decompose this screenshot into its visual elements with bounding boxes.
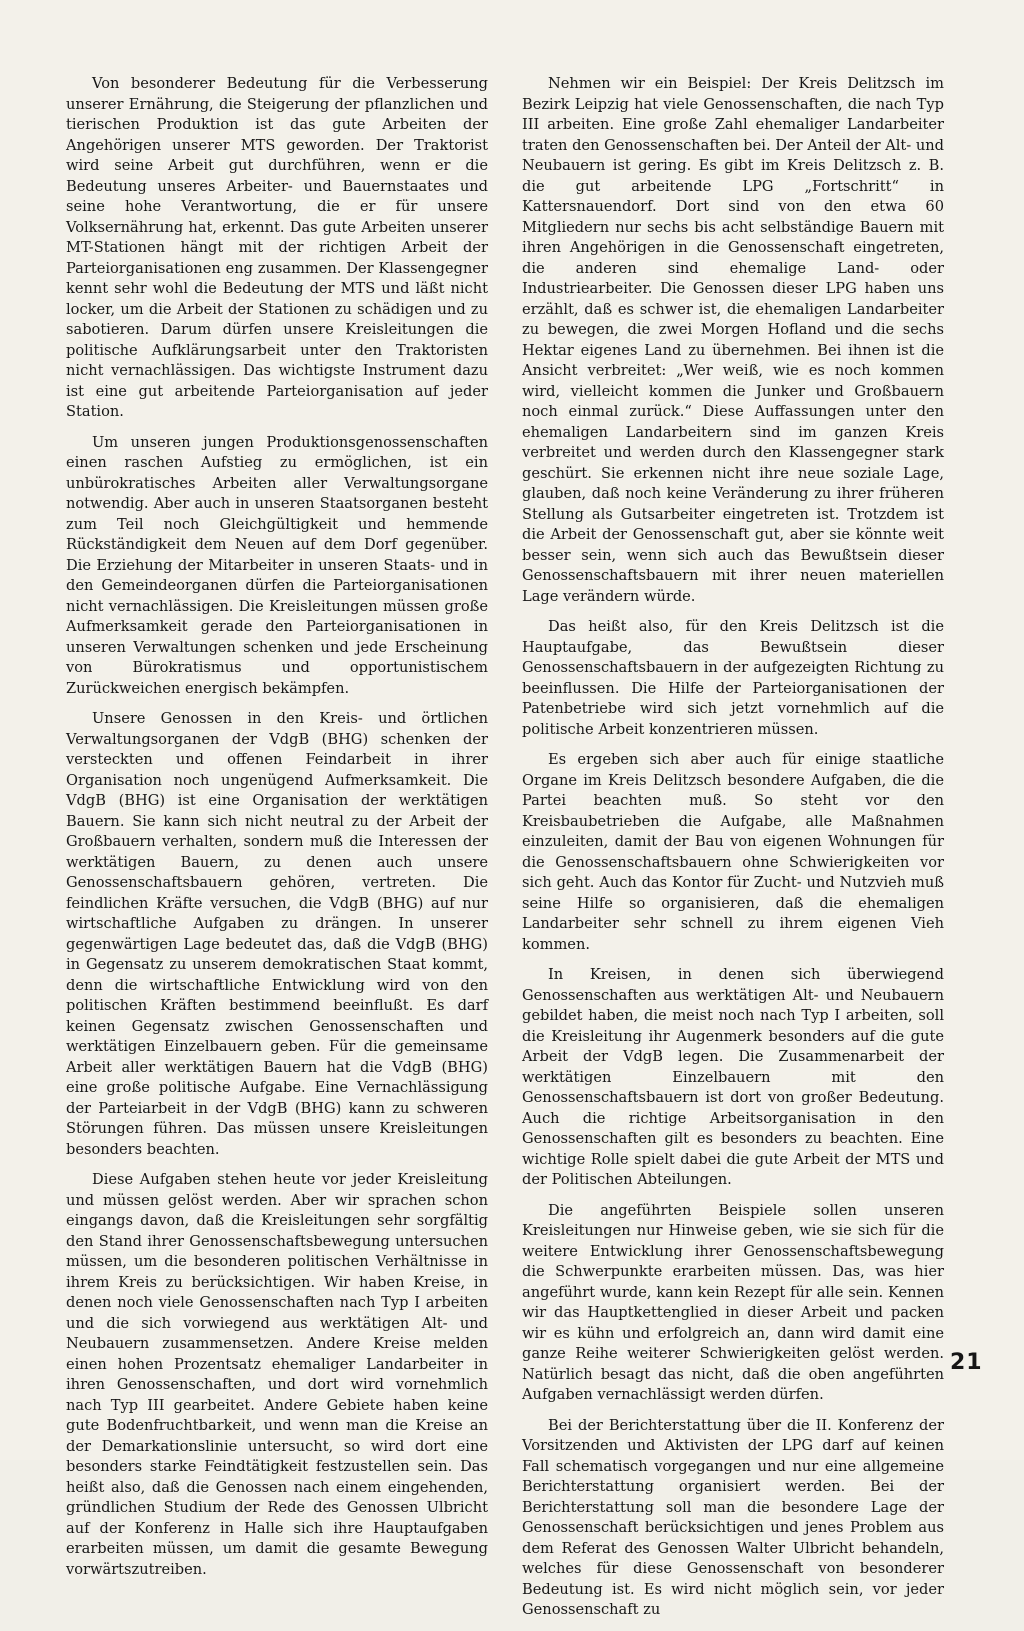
paragraph: Nehmen wir ein Beispiel: Der Kreis Delitzsch im Bezirk Leipzig hat viele Genossenschaften, die nach Typ III arbeiten. Eine große Zahl ehemaliger Landarbeiter traten den Genossenschaften bei. Der Anteil der Alt- und Neubauern ist gering. Es gibt im Kreis Delitzsch z. B. die gut arbeitende LPG „Fortschritt“ in Kattersnauendorf. Dort sind von den etwa 60 Mitgliedern nur sechs bis acht selbständige Bauern mit ihren Angehörigen in die Genossenschaft eingetreten, die anderen sind ehemalige Land- oder Industriearbeiter. Die Genossen dieser LPG haben uns erzählt, daß es schwer ist, die ehemaligen Landarbeiter zu bewegen, die zwei Morgen Hofland und die sechs Hektar eigenes Land zu übernehmen. Bei ihnen ist die Ansicht verbreitet: „Wer weiß, wie es noch kommen wird, vielleicht kommen die Junker und Großbauern noch einmal zurück.“ Diese Auffassungen unter den ehemaligen Landarbeitern sind im ganzen Kreis verbreitet und werden durch den Klassengegner stark geschürt. Sie erkennen nicht ihre neue soziale Lage, glauben, daß noch keine Veränderung zu ihrer früheren Stellung als Gutsarbeiter eingetreten ist. Trotzdem ist die Arbeit der Genossenschaft gut, aber sie könnte weit besser sein, wenn sich auch das Bewußtsein dieser Genossenschaftsbauern mit ihrer neuen materiellen Lage verändern würde. <box>522 75 944 605</box>
paragraph: Das heißt also, für den Kreis Delitzsch ist die Hauptaufgabe, das Bewußtsein dieser Genossenschaftsbauern in der aufgezeigten Richtung zu beeinflussen. Die Hilfe der Parteiorganisationen der Patenbetriebe wird sich jetzt vornehmlich auf die politische Arbeit konzentrieren müssen. <box>522 618 944 738</box>
left-column <box>66 74 488 1590</box>
paragraph: Bei der Berichterstattung über die II. Konferenz der Vorsitzenden und Aktivisten der LPG darf auf keinen Fall schematisch vorgegangen und nur eine allgemeine Berichterstattung organisiert werden. Bei der Berichterstattung soll man die besondere Lage der Genossenschaft berücksichtigen und jenes Problem aus dem Referat des Genossen Walter Ulbricht behandeln, welches für diese Genossenschaft von besonderer Bedeutung ist. Es wird nicht möglich sein, vor jeder Genossenschaft zu <box>522 1416 944 1618</box>
paragraph: Die angeführten Beispiele sollen unseren Kreisleitungen nur Hinweise geben, wie sie sich für die weitere Entwicklung ihrer Genossenschaftsbewegung die Schwerpunkte erarbeiten müssen. Das, was hier angeführt wurde, kann kein Rezept für alle sein. Kennen wir das Hauptkettenglied in dieser Arbeit und packen wir es kühn und erfolgreich an, dann wird damit eine ganze Reihe weiterer Schwierigkeiten gelöst werden. Natürlich besagt das nicht, daß die oben angeführten Aufgaben vernachlässigt werden dürfen. <box>522 1201 944 1403</box>
paragraph: Es ergeben sich aber auch für einige staatliche Organe im Kreis Delitzsch besondere Aufgaben, die die Partei beachten muß. So steht vor den Kreisbaubetrieben die Aufgabe, alle Maßnahmen einzuleiten, damit der Bau von eigenen Wohnungen für die Genossenschaftsbauern ohne Schwierigkeiten vor sich geht. Auch das Kontor für Zucht- und Nutzvieh muß seine Hilfe so organisieren, daß die ehemaligen Landarbeiter sehr schnell zu ihrem eigenen Vieh kommen. <box>522 751 944 953</box>
page-number: 21 <box>950 1350 983 1375</box>
paragraph: Diese Aufgaben stehen heute vor jeder Kreisleitung und müssen gelöst werden. Aber wir sprachen schon eingangs davon, daß die Kreisleitungen sehr sorgfältig den Stand ihrer Genossenschaftsbewegung untersuchen müssen, um die besonderen politischen Verhältnisse in ihrem Kreis zu berücksichtigen. Wir haben Kreise, in denen noch viele Genossenschaften nach Typ I arbeiten und die sich vorwiegend aus werktätigen Alt- und Neubauern zusammensetzen. Andere Kreise melden einen hohen Prozentsatz ehemaliger Landarbeiter in ihren Genossenschaften, und dort wird vornehmlich nach Typ III gearbeitet. Andere Gebiete haben keine gute Bodenfruchtbarkeit, und wenn man die Kreise an der Demarkationslinie untersucht, so wird dort eine besonders starke Feindtätigkeit festzustellen sein. Das heißt also, daß die Genossen nach einem eingehenden, gründlichen Studium der Rede des Genossen Ulbricht auf der Konferenz in Halle sich ihre Hauptaufgaben erarbeiten müssen, um damit die gesamte Bewegung vorwärtszutreiben. <box>66 1171 488 1578</box>
right-column <box>522 74 944 1631</box>
paragraph: Um unseren jungen Produktionsgenossenschaften einen raschen Aufstieg zu ermöglichen, ist ein unbürokratisches Arbeiten aller Verwaltungsorgane notwendig. Aber auch in unseren Staatsorganen besteht zum Teil noch Gleichgültigkeit und hemmende Rückständigkeit dem Neuen auf dem Dorf gegenüber. Die Erziehung der Mitarbeiter in unseren Staats- und in den Gemeindeorganen dürfen die Parteiorganisationen nicht vernachlässigen. Die Kreisleitungen müssen große Aufmerksamkeit gerade den Parteiorganisationen in unseren Verwaltungen schenken und jede Erscheinung von Bürokratismus und opportunistischem Zurückweichen energisch bekämpfen. <box>66 433 488 697</box>
paragraph: Unsere Genossen in den Kreis- und örtlichen Verwaltungsorganen der VdgB (BHG) schenken der versteckten und offenen Feindarbeit in ihrer Organisation noch ungenügend Aufmerksamkeit. Die VdgB (BHG) ist eine Organisation der werktätigen Bauern. Sie kann sich nicht neutral zu der Arbeit der Großbauern verhalten, sondern muß die Interessen der werktätigen Bauern, zu denen auch unsere Genossenschaftsbauern gehören, vertreten. Die feindlichen Kräfte versuchen, die VdgB (BHG) auf nur wirtschaftliche Aufgaben zu drängen. In unserer gegenwärtigen Lage bedeutet das, daß die VdgB (BHG) in Gegensatz zu unserem demokratischen Staat kommt, denn die wirtschaftliche Entwicklung wird von den politischen Kräften bestimmend beeinflußt. Es darf keinen Gegensatz zwischen Genossenschaften und werktätigen Einzelbauern geben. Für die gemeinsame Arbeit aller werktätigen Bauern hat die VdgB (BHG) eine große politische Aufgabe. Eine Vernachlässigung der Parteiarbeit in der VdgB (BHG) kann zu schweren Störungen führen. Das müssen unsere Kreisleitungen besonders beachten. <box>66 710 488 1158</box>
paragraph: Von besonderer Bedeutung für die Verbesserung unserer Ernährung, die Steigerung der pflanzlichen und tierischen Produktion ist das gute Arbeiten der Angehörigen unserer MTS geworden. Der Traktorist wird seine Arbeit gut durchführen, wenn er die Bedeutung unseres Arbeiter- und Bauernstaates und seine hohe Verantwortung, die er für unsere Volksernährung hat, erkennt. Das gute Arbeiten unserer MT-Stationen hängt mit der richtigen Arbeit der Parteiorganisationen eng zusammen. Der Klassengegner kennt sehr wohl die Bedeutung der MTS und läßt nicht locker, um die Arbeit der Stationen zu schädigen und zu sabotieren. Darum dürfen unsere Kreisleitungen die politische Aufklärungsarbeit unter den Traktoristen nicht vernachlässigen. Das wichtigste Instrument dazu ist eine gut arbeitende Parteiorganisation auf jeder Station. <box>66 75 488 420</box>
paragraph: In Kreisen, in denen sich überwiegend Genossenschaften aus werktätigen Alt- und Neubauern gebildet haben, die meist noch nach Typ I arbeiten, soll die Kreisleitung ihr Augenmerk besonders auf die gute Arbeit der VdgB legen. Die Zusammenarbeit der werktätigen Einzelbauern mit den Genossenschaftsbauern ist dort von großer Bedeutung. Auch die richtige Arbeitsorganisation in den Genossenschaften gilt es besonders zu beachten. Eine wichtige Rolle spielt dabei die gute Arbeit der MTS und der Politischen Abteilungen. <box>522 966 944 1188</box>
